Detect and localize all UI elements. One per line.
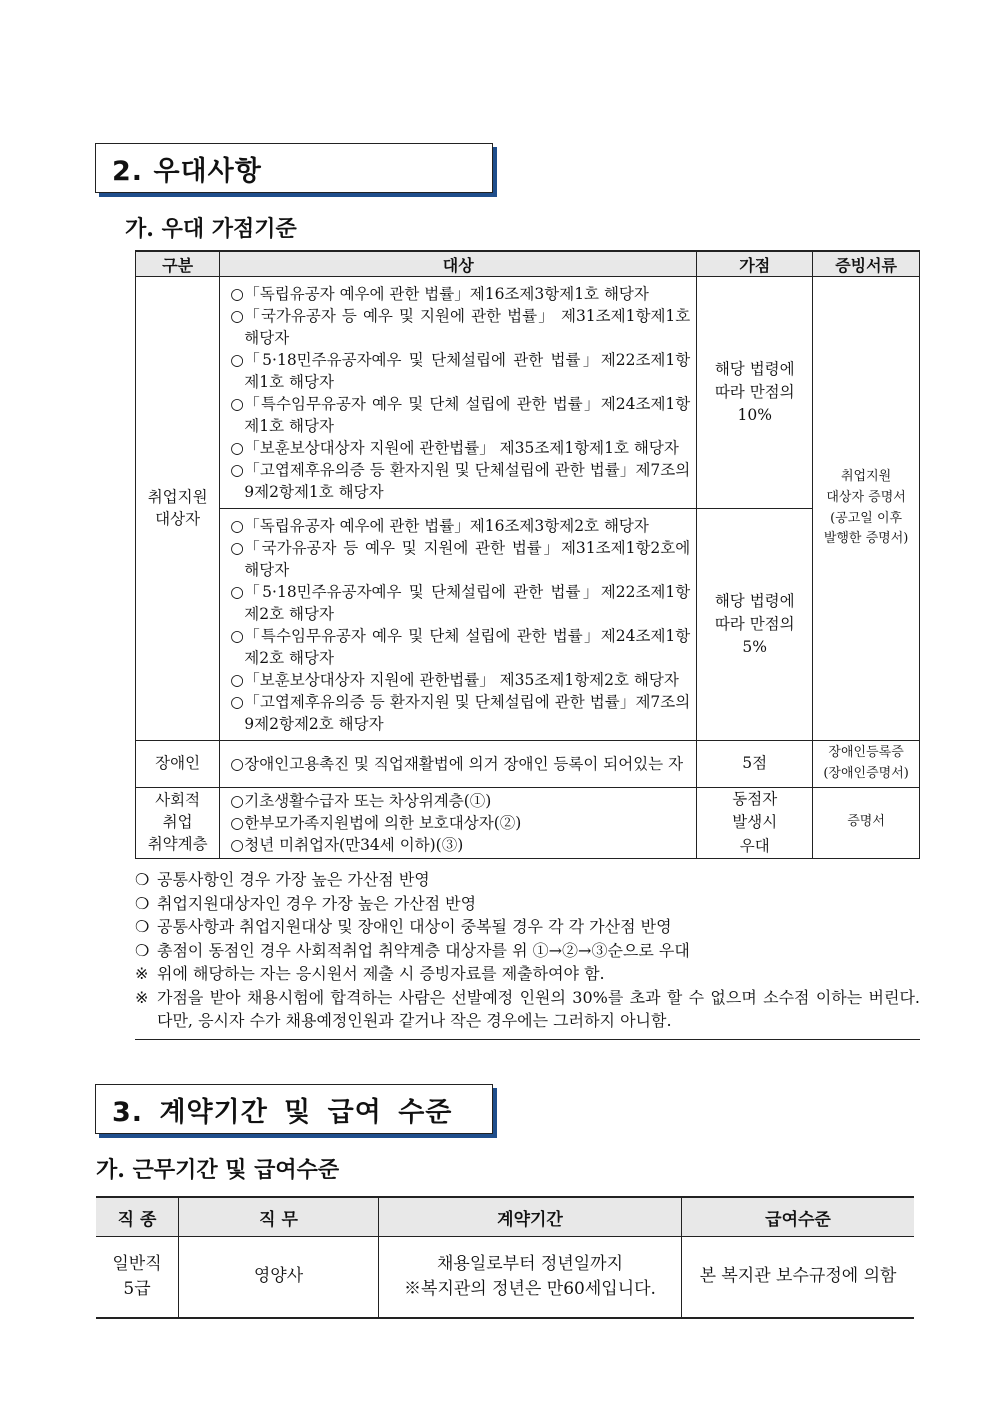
category-employment-support: 취업지원 대상자 xyxy=(136,277,220,741)
list-item xyxy=(230,393,690,437)
target-list xyxy=(220,788,697,859)
bullet-icon: ○ xyxy=(230,394,244,413)
list-item xyxy=(230,283,690,305)
reference-mark-icon: ※ xyxy=(135,987,149,1007)
list-item-text: 「5·18민주유공자예우 및 단체설립에 관한 법률」제22조제1항 제1호 해당자 xyxy=(244,350,691,391)
circle-bullet-icon: ❍ xyxy=(135,870,150,889)
list-item-text: 「5·18민주유공자예우 및 단체설립에 관한 법률」제22조제1항 제2호 해당자 xyxy=(244,582,691,623)
list-item xyxy=(230,515,690,537)
list-item-text: 기초생활수급자 또는 차상위계층(①) xyxy=(244,791,492,810)
period-cell: 채용일로부터 정년일까지 ※복지관의 정년은 만60세입니다. xyxy=(379,1237,682,1319)
list-item-text: 「독립유공자 예우에 관한 법률」제16조제3항제2호 해당자 xyxy=(244,516,649,535)
circle-bullet-icon: ❍ xyxy=(135,940,150,960)
list-item-text: 「보훈보상대상자 지원에 관한법률」 제35조제1항제1호 해당자 xyxy=(244,438,679,457)
circle-bullet-icon: ❍ xyxy=(135,893,150,913)
note-item xyxy=(135,939,920,963)
list-item-text: 장애인고용촉진 및 직업재활법에 의거 장애인 등록이 되어있는 자 xyxy=(244,755,684,773)
bullet-icon: ○ xyxy=(230,350,244,369)
list-item xyxy=(230,437,690,459)
bullet-icon: ○ xyxy=(230,670,244,689)
bullet-icon: ○ xyxy=(230,791,244,810)
header-job-type: 직 종 xyxy=(96,1197,179,1237)
list-item-text: 「보훈보상대상자 지원에 관한법률」 제35조제1항제2호 해당자 xyxy=(244,670,679,689)
table-header-row xyxy=(136,251,920,277)
header-duty: 직 무 xyxy=(179,1197,379,1237)
list-item xyxy=(230,305,690,349)
target-list xyxy=(220,277,697,509)
salary-cell: 본 복지관 보수규정에 의함 xyxy=(682,1237,915,1319)
list-item-text: 한부모가족지원법에 의한 보호대상자(②) xyxy=(244,813,522,832)
list-item-text: 「고엽제후유의증 등 환자지원 및 단체설립에 관한 법률」제7조의9제2항제2호 해당자 xyxy=(244,692,691,733)
list-item-text: 「특수임무유공자 예우 및 단체 설립에 관한 법률」제24조제1항 제1호 해당자 xyxy=(244,394,691,435)
note-item xyxy=(135,892,920,916)
table-row xyxy=(96,1237,914,1319)
list-item xyxy=(230,349,690,393)
circle-bullet-icon: ❍ xyxy=(135,917,150,936)
bullet-icon: ○ xyxy=(230,438,244,457)
category-social: 사회적 취업 취약계층 xyxy=(136,788,220,859)
note-item xyxy=(135,962,920,986)
list-item xyxy=(230,581,690,625)
note-text: 취업지원대상자인 경우 가장 높은 가산점 반영 xyxy=(157,893,477,913)
list-item-text: 「고엽제후유의증 등 환자지원 및 단체설립에 관한 법률」제7조의9제2항제1호 해당자 xyxy=(244,460,691,501)
target-list xyxy=(220,509,697,741)
preference-table xyxy=(135,250,920,859)
docs-disabled: 장애인등록증 (장애인증명서) xyxy=(813,741,920,788)
header-docs: 증빙서류 xyxy=(813,251,920,277)
section3-subtitle: 가. 근무기간 및 급여수준 xyxy=(96,1157,340,1183)
bullet-icon: ○ xyxy=(230,692,244,711)
header-points: 가점 xyxy=(697,251,813,277)
category-disabled: 장애인 xyxy=(136,741,220,788)
header-period: 계약기간 xyxy=(379,1197,682,1237)
docs-social: 증명서 xyxy=(813,788,920,859)
note-item xyxy=(135,868,920,892)
note-item xyxy=(135,986,920,1033)
list-item xyxy=(230,753,690,775)
header-target: 대상 xyxy=(220,251,697,277)
points-cell: 해당 법령에 따라 만점의 5% xyxy=(697,509,813,741)
table-row xyxy=(136,277,920,509)
bullet-icon: ○ xyxy=(230,460,244,479)
bullet-icon: ○ xyxy=(230,284,244,303)
target-list xyxy=(220,741,697,788)
bullet-icon: ○ xyxy=(230,516,244,535)
list-item-text: 「독립유공자 예우에 관한 법률」제16조제3항제1호 해당자 xyxy=(244,284,649,303)
table-row xyxy=(136,741,920,788)
note-text: 공통사항과 취업지원대상 및 장애인 대상이 중복될 경우 각 각 가산점 반영 xyxy=(157,917,672,936)
duty-cell: 영양사 xyxy=(179,1237,379,1319)
section2-title: 2. 우대사항 xyxy=(95,143,493,193)
header-salary: 급여수준 xyxy=(682,1197,915,1237)
note-text: 총점이 동점인 경우 사회적취업 취약계층 대상자를 위 ①→②→③순으로 우대 xyxy=(157,940,690,960)
note-text: 위에 해당하는 자는 응시원서 제출 시 증빙자료를 제출하여야 함. xyxy=(157,964,605,983)
list-item xyxy=(230,790,690,812)
points-cell: 해당 법령에 따라 만점의 10% xyxy=(697,277,813,509)
table-row xyxy=(136,788,920,859)
note-text: 공통사항인 경우 가장 높은 가산점 반영 xyxy=(157,870,430,889)
bullet-icon: ○ xyxy=(230,813,244,832)
bullet-icon: ○ xyxy=(230,755,244,773)
bullet-icon: ○ xyxy=(230,306,244,325)
list-item xyxy=(230,537,690,581)
bullet-icon: ○ xyxy=(230,538,244,557)
points-cell: 5점 xyxy=(697,741,813,788)
list-item xyxy=(230,834,690,856)
list-item xyxy=(230,691,690,735)
note-text: 가점을 받아 채용시험에 합격하는 사람은 선발예정 인원의 30%를 초과 할 수 없으며 소수점 이하는 버린다. 다만, 응시자 수가 채용예정인원과 같거나 작은 경우에는 그러하지 아니함. xyxy=(157,987,920,1030)
bullet-icon: ○ xyxy=(230,626,244,645)
list-item xyxy=(230,812,690,834)
list-item xyxy=(230,669,690,691)
header-category: 구분 xyxy=(136,251,220,277)
reference-mark-icon: ※ xyxy=(135,964,149,983)
table-row xyxy=(136,509,920,741)
section3-title: 3. 계약기간 및 급여 수준 xyxy=(95,1084,493,1134)
points-cell: 동점자 발생시 우대 xyxy=(697,788,813,859)
table-header-row xyxy=(96,1197,914,1237)
list-item-text: 청년 미취업자(만34세 이하)(③) xyxy=(244,835,464,854)
contract-table xyxy=(96,1196,914,1319)
job-type-cell: 일반직 5급 xyxy=(96,1237,179,1319)
notes-list xyxy=(135,868,920,1040)
docs-employment-support: 취업지원 대상자 증명서 (공고일 이후 발행한 증명서) xyxy=(813,277,920,741)
bullet-icon: ○ xyxy=(230,582,244,601)
list-item-text: 「특수임무유공자 예우 및 단체 설립에 관한 법률」제24조제1항 제2호 해당자 xyxy=(244,626,691,667)
list-item-text: 「국가유공자 등 예우 및 지원에 관한 법률」 제31조제1항제1호 해당자 xyxy=(244,306,691,347)
section2-subtitle: 가. 우대 가점기준 xyxy=(125,216,297,242)
bullet-icon: ○ xyxy=(230,835,244,854)
note-item xyxy=(135,915,920,939)
list-item-text: 「국가유공자 등 예우 및 지원에 관한 법률」제31조제1항2호에 해당자 xyxy=(244,538,691,579)
list-item xyxy=(230,459,690,503)
list-item xyxy=(230,625,690,669)
